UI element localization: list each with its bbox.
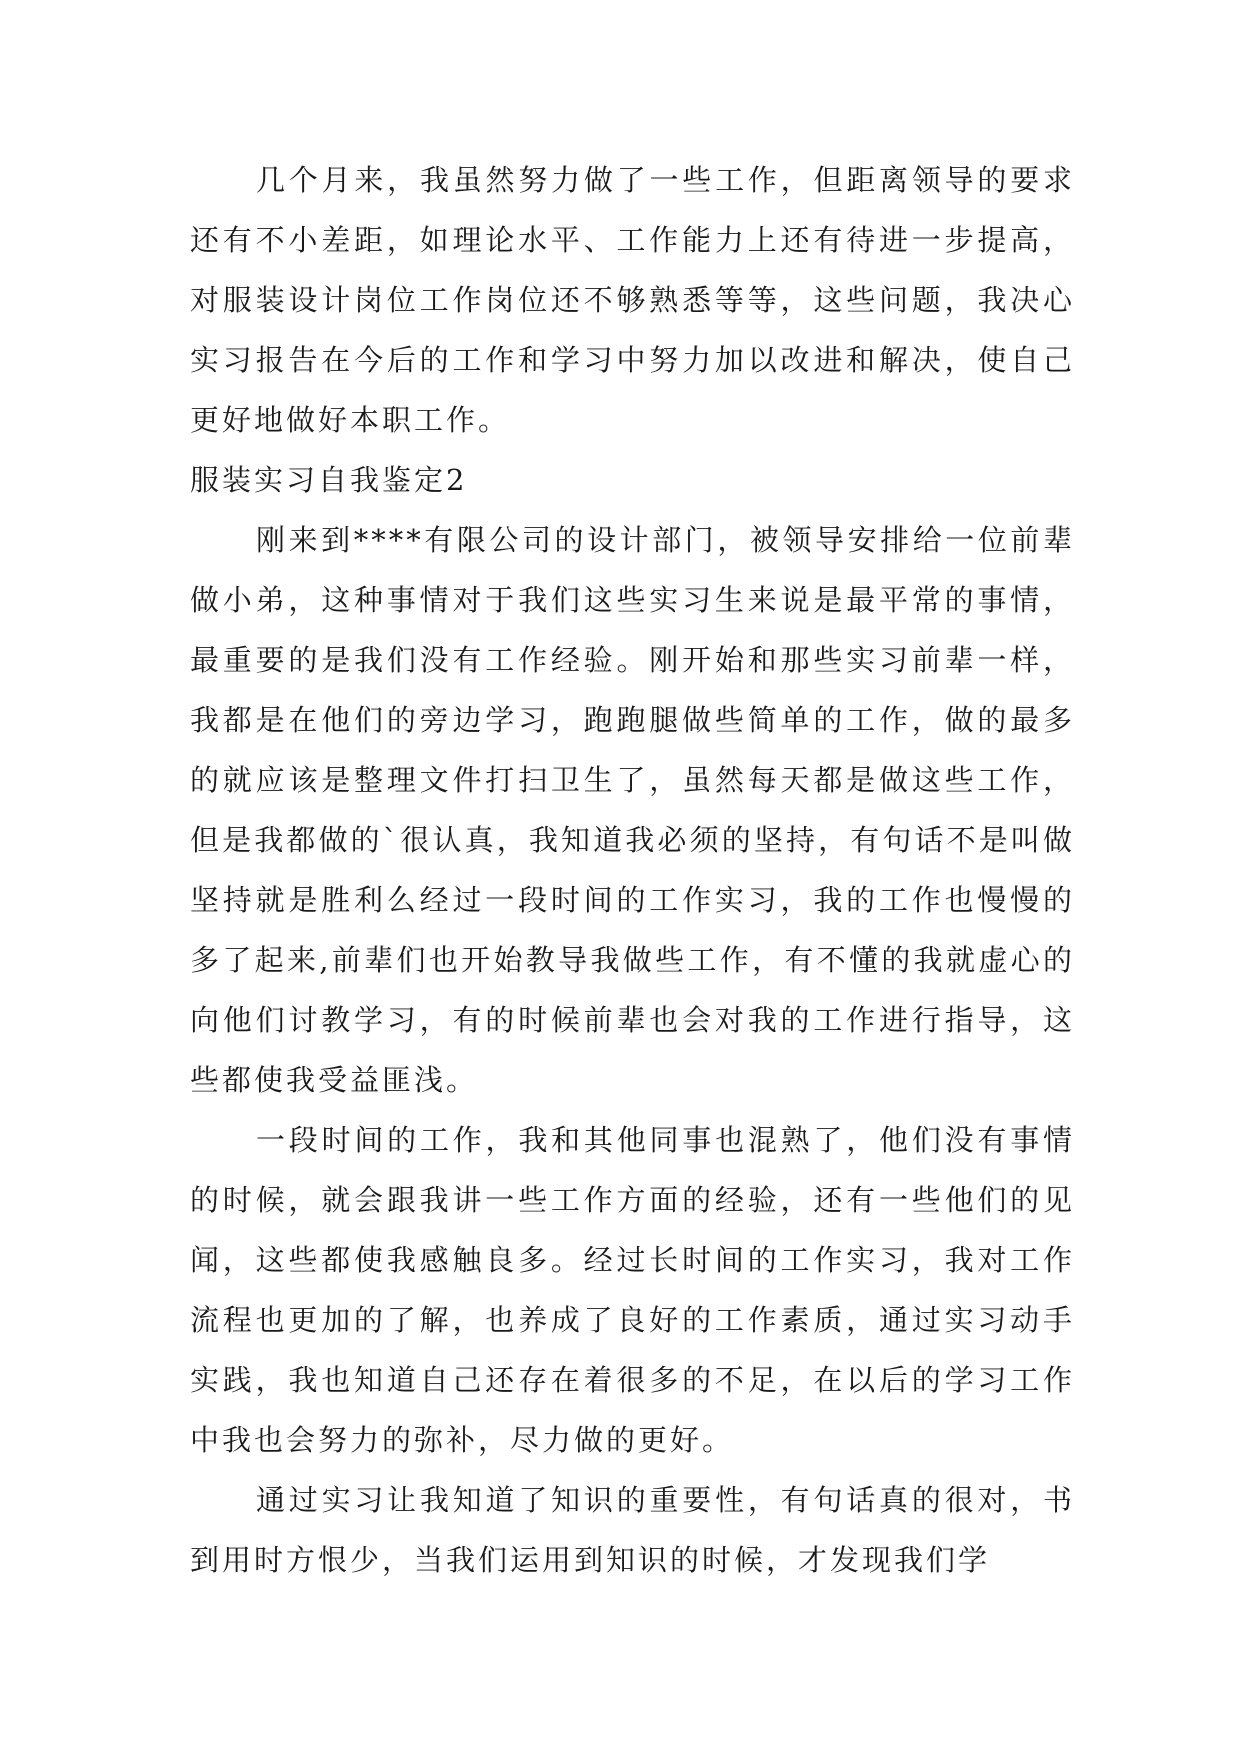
paragraph-3: 一段时间的工作，我和其他同事也混熟了，他们没有事情的时候，就会跟我讲一些工作方面的经验，还有一些他们的见闻，这些都使我感触良多。经过长时间的工作实习，我对工作流程也更加的了解，也养成了良好的工作素质，通过实习动手实践，我也知道自己还存在着很多的不足，在以后的学习工作中我也会努力的弥补，尽力做的更好。 <box>190 1123 1075 1457</box>
paragraph-2: 刚来到****有限公司的设计部门，被领导安排给一位前辈做小弟，这种事情对于我们这些实习生来说是最平常的事情，最重要的是我们没有工作经验。刚开始和那些实习前辈一样，我都是在他们的旁边学习，跑跑腿做些简单的工作，做的最多的就应该是整理文件打扫卫生了，虽然每天都是做这些工作，但是我都做的`很认真，我知道我必须的坚持，有句话不是叫做坚持就是胜利么经过一段时间的工作实习，我的工作也慢慢的多了起来,前辈们也开始教导我做些工作，有不懂的我就虚心的向他们讨教学习，有的时候前辈也会对我的工作进行指导，这些都使我受益匪浅。 <box>190 523 1075 1097</box>
paragraph-1: 几个月来，我虽然努力做了一些工作，但距离领导的要求还有不小差距，如理论水平、工作能力上还有待进一步提高，对服装设计岗位工作岗位还不够熟悉等等，这些问题，我决心实习报告在今后的工作和学习中努力加以改进和解决，使自己更好地做好本职工作。 <box>190 163 1075 437</box>
document-page <box>190 150 1075 1590</box>
paragraph-4: 通过实习让我知道了知识的重要性，有句话真的很对，书到用时方恨少，当我们运用到知识的时候，才发现我们学 <box>190 1483 1075 1577</box>
section-heading: 服装实习自我鉴定2 <box>190 463 468 497</box>
